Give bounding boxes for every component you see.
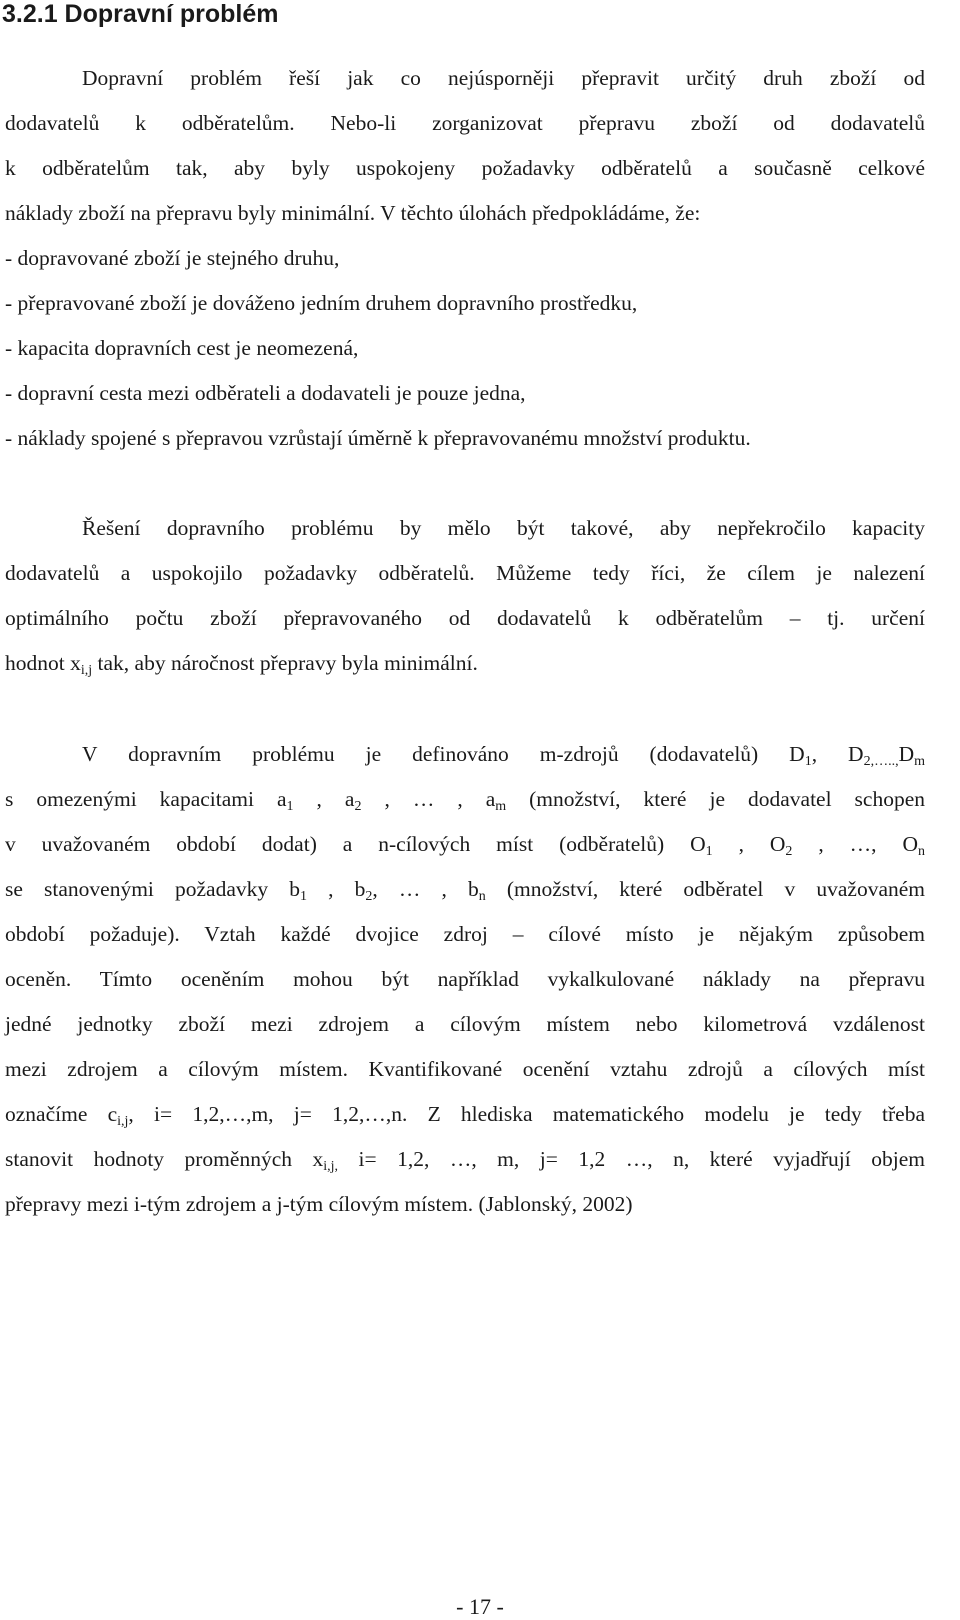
paragraph-2-line-2: dodavatelů a uspokojilo požadavky odběratelů. Můžeme tedy říci, že cílem je nalezení <box>5 561 925 585</box>
list-item: - kapacita dopravních cest je neomezená, <box>5 336 359 360</box>
paragraph-3-line-8: mezi zdrojem a cílovým místem. Kvantifikované ocenění vztahu zdrojů a cílových míst <box>5 1057 925 1081</box>
paragraph-1-line-1: Dopravní problém řeší jak co nejúsporněji přepravit určitý druh zboží od <box>82 66 925 90</box>
paragraph-3-line-9: označíme $c_{i,j}$, i= 1,2,…,m, j= 1,2,…,n. Z hlediska matematického modelu je tedy třeba <box>5 1102 925 1129</box>
list-item: - dopravní cesta mezi odběrateli a dodavateli je pouze jedna, <box>5 381 526 405</box>
paragraph-1-line-2: dodavatelů k odběratelům. Nebo-li zorganizovat přepravu zboží od dodavatelů <box>5 111 925 135</box>
paragraph-2-line-4: hodnot $x_{i,j}$ tak, aby náročnost přepravy byla minimální. <box>5 651 478 678</box>
paragraph-3-line-11: přepravy mezi i-tým zdrojem a j-tým cílovým místem. (Jablonský, 2002) <box>5 1192 633 1216</box>
list-item: - přepravované zboží je dováženo jedním druhem dopravního prostředku, <box>5 291 638 315</box>
paragraph-3-line-2: s omezenými kapacitami $a_1$ , $a_2$ , … , $a_m$ (množství, které je dodavatel schopen <box>5 787 926 814</box>
paragraph-3-line-1: V dopravním problému je definováno m-zdrojů (dodavatelů) $D_1$, $D_{2,\dots..,}D_m$ <box>82 742 925 769</box>
list-item: - dopravované zboží je stejného druhu, <box>5 246 340 270</box>
paragraph-3-line-10: stanovit hodnoty proměnných $x_{i,j,}$ i= 1,2, …, m, j= 1,2 …, n, které vyjadřují objem <box>5 1147 925 1174</box>
list-item: - náklady spojené s přepravou vzrůstají úměrně k přepravovanému množství produktu. <box>5 426 751 450</box>
paragraph-3-line-7: jedné jednotky zboží mezi zdrojem a cílovým místem nebo kilometrová vzdálenost <box>5 1012 925 1036</box>
paragraph-3-line-6: oceněn. Tímto oceněním mohou být například vykalkulované náklady na přepravu <box>5 967 925 991</box>
paragraph-3-line-4: se stanovenými požadavky $b_1$ , $b_2$, … , $b_n$ (množství, které odběratel v uvažovaném <box>5 877 926 904</box>
section-heading: 3.2.1 Dopravní problém <box>2 0 279 28</box>
paragraph-3-line-3: v uvažovaném období dodat) a n-cílových míst (odběratelů) $O_1$ , $O_2$ , …, $O_n$ <box>5 832 926 859</box>
paragraph-3-line-5: období požaduje). Vztah každé dvojice zdroj – cílové místo je nějakým způsobem <box>5 922 925 946</box>
paragraph-1-line-4: náklady zboží na přepravu byly minimální. V těchto úlohách předpokládáme, že: <box>5 201 701 225</box>
paragraph-2-line-3: optimálního počtu zboží přepravovaného od dodavatelů k odběratelům – tj. určení <box>5 606 925 630</box>
page-number: - 17 - <box>456 1594 504 1619</box>
paragraph-2-line-1: Řešení dopravního problému by mělo být takové, aby nepřekročilo kapacity <box>82 516 925 540</box>
paragraph-1-line-3: k odběratelům tak, aby byly uspokojeny požadavky odběratelů a současně celkové <box>5 156 925 180</box>
